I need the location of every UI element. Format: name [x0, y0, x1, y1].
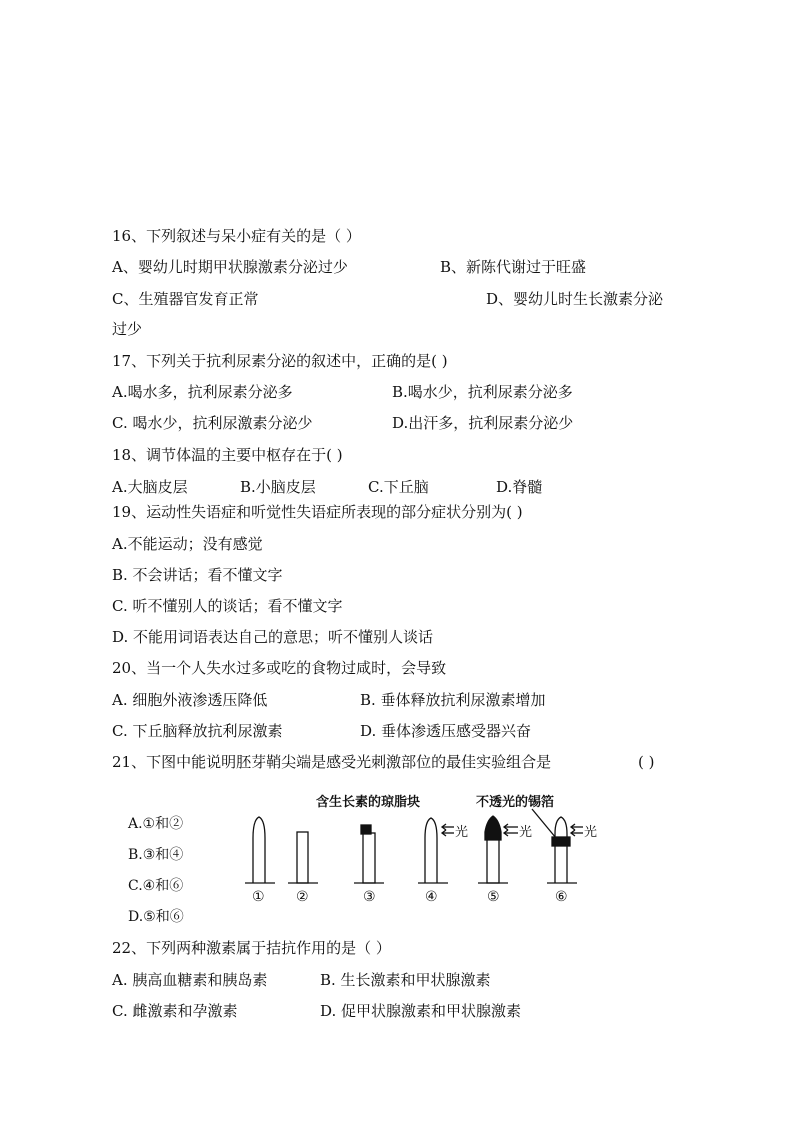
- q20-option-a: A. 细胞外液渗透压降低: [112, 691, 268, 709]
- q21-option-d: D.⑤和⑥: [128, 909, 184, 925]
- q16-stem: 16、下列叙述与呆小症有关的是（ ）: [112, 227, 361, 245]
- specimen-5: [478, 816, 518, 883]
- q19-option-b: B. 不会讲话；看不懂文字: [112, 566, 283, 584]
- q22-option-d: D. 促甲状腺激素和甲状腺激素: [320, 1002, 522, 1020]
- q19-option-c: C. 听不懂别人的谈话；看不懂文字: [112, 597, 343, 615]
- foil-band: [552, 837, 570, 846]
- specimen-number-2: ②: [296, 889, 309, 905]
- specimen-2: [288, 832, 318, 883]
- light-label-5: 光: [519, 825, 533, 840]
- q18-option-a: A.大脑皮层: [112, 478, 188, 496]
- q17-stem: 17、下列关于抗利尿素分泌的叙述中，正确的是( ): [112, 352, 448, 370]
- q19-option-a: A.不能运动；没有感觉: [112, 535, 263, 553]
- foil-pointer-line: [532, 809, 556, 838]
- specimen-6: [547, 817, 583, 883]
- specimen-1: [245, 817, 275, 883]
- q20-option-b: B. 垂体释放抗利尿激素增加: [360, 691, 546, 709]
- q21-stem: 21、下图中能说明胚芽鞘尖端是感受光刺激部位的最佳实验组合是: [112, 753, 552, 771]
- specimen-3: [354, 825, 384, 883]
- q20-option-c: C. 下丘脑释放抗利尿激素: [112, 722, 283, 740]
- specimen-number-4: ④: [425, 889, 438, 905]
- q18-option-b: B.小脑皮层: [240, 478, 316, 496]
- q16-option-c: C、生殖器官发育正常: [112, 290, 259, 308]
- q22-option-c: C. 雌激素和孕激素: [112, 1002, 238, 1020]
- specimen-number-3: ③: [363, 889, 376, 905]
- q17-option-a: A.喝水多，抗利尿素分泌多: [112, 383, 293, 401]
- specimen-number-1: ①: [252, 889, 265, 905]
- foil-label: 不透光的锡箔: [476, 795, 555, 810]
- q18-stem: 18、调节体温的主要中枢存在于( ): [112, 446, 343, 464]
- q16-option-d-continued: 过少: [112, 320, 143, 338]
- agar-block-label: 含生长素的琼脂块: [316, 795, 421, 810]
- specimen-number-6: ⑥: [555, 889, 568, 905]
- foil-cap: [485, 816, 501, 840]
- q22-option-a: A. 胰高血糖素和胰岛素: [112, 971, 268, 989]
- q21-option-b: B.③和④: [128, 847, 184, 863]
- q22-stem: 22、下列两种激素属于拮抗作用的是（ ）: [112, 939, 391, 957]
- q22-option-b: B. 生长激素和甲状腺激素: [320, 971, 491, 989]
- q16-option-d: D、婴幼儿时生长激素分泌: [486, 290, 664, 308]
- q20-stem: 20、当一个人失水过多或吃的食物过咸时，会导致: [112, 659, 447, 677]
- q21-option-a: A.①和②: [128, 816, 184, 832]
- q17-option-b: B.喝水少，抗利尿素分泌多: [392, 383, 573, 401]
- q19-stem: 19、运动性失语症和听觉性失语症所表现的部分症状分别为( ): [112, 503, 523, 521]
- q20-option-d: D. 垂体渗透压感受器兴奋: [360, 722, 532, 740]
- light-label-6: 光: [584, 825, 598, 840]
- q17-option-c: C. 喝水少，抗利尿激素分泌少: [112, 414, 313, 432]
- light-label-4: 光: [455, 825, 469, 840]
- specimen-4: [418, 818, 454, 883]
- q21-answer-paren: ( ): [638, 753, 655, 771]
- q18-option-d: D.脊髓: [496, 478, 543, 496]
- q21-option-c: C.④和⑥: [128, 878, 184, 894]
- q16-option-b: B、新陈代谢过于旺盛: [440, 258, 587, 276]
- q19-option-d: D. 不能用词语表达自己的意思；听不懂别人谈话: [112, 628, 434, 646]
- q16-option-a: A、婴幼儿时期甲状腺激素分泌过少: [112, 258, 348, 276]
- q18-option-c: C.下丘脑: [368, 478, 429, 496]
- specimen-number-5: ⑤: [487, 889, 500, 905]
- agar-block: [361, 825, 371, 834]
- q17-option-d: D.出汗多，抗利尿素分泌少: [392, 414, 574, 432]
